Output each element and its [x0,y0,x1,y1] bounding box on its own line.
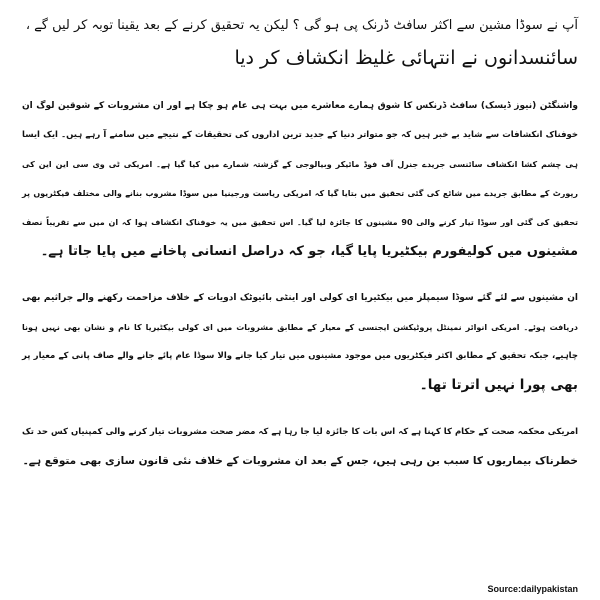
paragraph-line: ان مشینوں سے لئے گئے سوڈا سیمپلز میں بیکٹیریا ای کولی اور اینٹی بائیوٹک ادویات کے خلاف مزاحمت رکھنے والے جراثیم بھی [22,293,578,303]
headline-line: سائنسدانوں نے انتہائی غلیظ انکشاف کر دیا [234,47,578,69]
paragraph-line: دریافت ہوئے۔ امریکی انوائر نمینٹل پروٹیکشن ایجنسی کے معیار کے مطابق مشروبات میں ای کولی بیکٹیریا کا نام و نشان بھی نہیں ہونا [22,323,578,332]
paragraph-line: رپورٹ کے مطابق جریدے میں شائع کی گئی تحقیق میں بتایا گیا کہ امریکی ریاست ورجینیا میں سوڈا مشروب بنانے والی مختلف فیکٹریوں پر [22,189,578,198]
paragraph-line: خطرناک بیماریوں کا سبب بن رہی ہیں، جس کے بعد ان مشروبات کے خلاف نئی قانون سازی بھی متوقع ہے۔ [22,455,578,467]
paragraph-line: خوفناک انکشافات سے شاید بے خبر ہیں کہ جو متواتر دنیا کے جدید ترین اداروں کی تحقیقات کے نتیجے میں سامنے آ رہے ہیں۔ ایک ایسا [22,130,578,140]
article-paragraph-2 [22,284,578,400]
article-headline [22,10,578,74]
paragraph-line: مشینوں میں کولیفورم بیکٹیریا پایا گیا، جو کہ دراصل انسانی پاخانے میں پایا جاتا ہے۔ [40,244,578,259]
paragraph-line: واشنگٹن (نیوز ڈیسک) سافٹ ڈرنکس کا شوق ہمارے معاشرے میں بہت ہی عام ہو چکا ہے اور ان مشروبات کے شوقین لوگ ان [22,101,578,111]
article-paragraph-3 [22,418,578,476]
article-paragraph-1 [22,92,578,266]
source-credit: Source:dailypakistan [487,584,578,594]
paragraph-line: امریکی محکمہ صحت کے حکام کا کہنا ہے کہ اس بات کا جائزہ لیا جا رہا ہے کہ مضر صحت مشروبات تیار کرنے والی کمپنیاں کس حد تک [22,427,578,437]
paragraph-line: چاہیے، جبکہ تحقیق کے مطابق اکثر فیکٹریوں میں موجود مشینوں میں تیار کیا جانے والا سوڈا عام پائے جانے والے صاف پانی کے معیار پر [22,351,578,361]
headline-line: آپ نے سوڈا مشین سے اکثر سافٹ ڈرنک پی ہو گی ؟ لیکن یہ تحقیق کرنے کے بعد یقینا توبہ کر لیں گے ، [25,18,578,33]
paragraph-line: تحقیق کی گئی اور سوڈا تیار کرنے والی 90 مشینوں کا جائزہ لیا گیا۔ اس تحقیق میں یہ خوفناک انکشاف ہوا کہ ان میں سے تقریباً نصف [22,218,579,227]
paragraph-line: بھی پورا نہیں اترتا تھا۔ [419,377,578,393]
paragraph-line: ہی چشم کشا انکشاف سائنسی جریدے جنرل آف فوڈ مائیکر وبیالوجی کے گزشتہ شمارے میں کیا گیا ہے۔ امریکی ٹی وی سی این این کی [22,160,578,169]
